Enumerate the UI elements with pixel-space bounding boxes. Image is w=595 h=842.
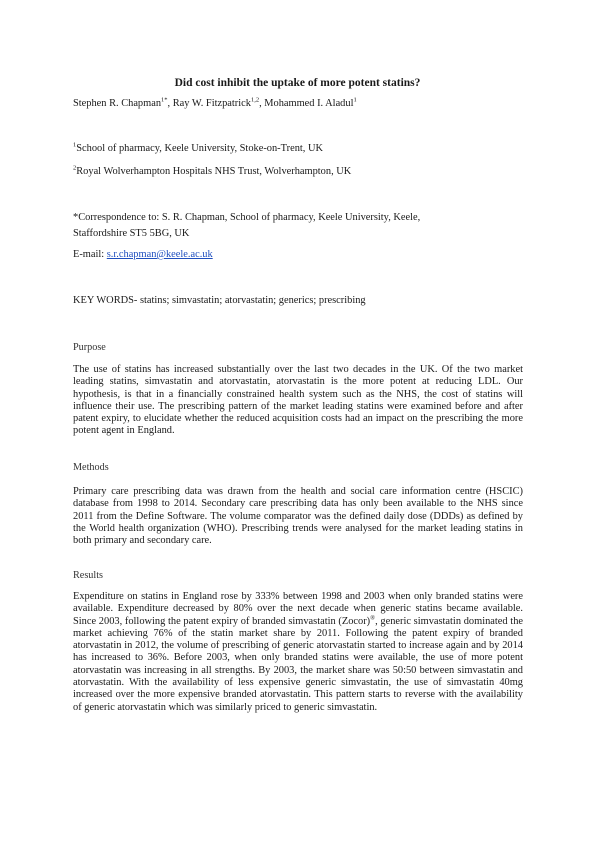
email-link[interactable]: s.r.chapman@keele.ac.uk [106,249,213,260]
registered-mark: ® [370,614,376,622]
keywords: KEY WORDS- statins; simvastatin; atorvastatin; generics; prescribing [73,295,366,306]
email-label: E-mail: [73,249,107,260]
affiliation-text: School of pharmacy, Keele University, Stoke-on-Trent, UK [76,143,323,154]
affiliation-mark: 1 [73,141,77,149]
affiliation-2 [73,166,351,177]
author-name: Ray W. Fitzpatrick [172,98,251,109]
author-name: Stephen R. Chapman [73,98,162,109]
results-text-part-1: Expenditure on statins in England rose by 333% between 1998 and 2003 when only branded statins were available. Expenditure decreased by 80% over the next decade when generic statins became available. Since 2003, following the patent expiry of branded simvastatin (Zocor) [73,591,523,627]
results-paragraph [73,591,523,714]
affiliation-mark: 2 [73,164,77,172]
author-separator: , [259,98,265,109]
section-heading-purpose: Purpose [73,342,106,353]
author-affiliation-mark: 1* [161,96,168,104]
correspondence-line-1: *Correspondence to: S. R. Chapman, School of pharmacy, Keele University, Keele, [73,212,421,223]
author-name: Mohammed I. Aladul [264,98,354,109]
section-heading-results: Results [73,570,104,581]
purpose-paragraph: The use of statins has increased substantially over the last two decades in the UK. Of the two market leading statins, simvastatin and atorvastatin, atorvastatin is the more potent at reducing LDL. Our hypothesis, is that in a financially constrained health system such as the NHS, the cost of statins will influence their use. The prescribing pattern of the market leading statins were examined before and after patent expiry, to elucidate whether the reduced acquisition costs had an impact on the prescribing the more potent agent in England. [73,364,523,437]
methods-paragraph: Primary care prescribing data was drawn from the health and social care information centre (HSCIC) database from 1998 to 2014. Secondary care prescribing data has only been available to the NHS since 2011 from the Define Software. The volume comparator was the defined daily dose (DDDs) as defined by the World health organization (WHO). Prescribing trends were analysed for the market leading statins in both primary and secondary care. [73,486,523,547]
author-affiliation-mark: 1 [353,96,357,104]
affiliation-1 [73,143,323,154]
section-heading-methods: Methods [73,462,109,473]
author-separator: , [167,98,173,109]
results-text-part-2: , generic simvastatin dominated the market achieving 76% of the statin market share by 2011. Following the patent expiry of branded atorvastatin in 2012, the volume of prescribing of generic atorvastatin started to increase again and by 2014 has increased to 36%. Before 2003, when only branded statins were available, the use of more potent atorvastatin was increasing in all strengths. By 2003, the market share was 50:50 between simvastatin and atorvastatin. With the availability of less expensive generic simvastatin, the use of simvastatin 40mg increased over the more expensive branded atorvastatin. This pattern starts to reverse with the availability of generic atorvastatin which was similarly priced to generic simvastatin. [73,615,523,713]
author-list [73,98,357,109]
affiliation-text: Royal Wolverhampton Hospitals NHS Trust, Wolverhampton, UK [76,166,352,177]
email-line [73,249,213,260]
author-affiliation-mark: 1,2 [250,96,260,104]
paper-title: Did cost inhibit the uptake of more potent statins? [174,77,421,89]
correspondence-line-2: Staffordshire ST5 5BG, UK [73,228,190,239]
